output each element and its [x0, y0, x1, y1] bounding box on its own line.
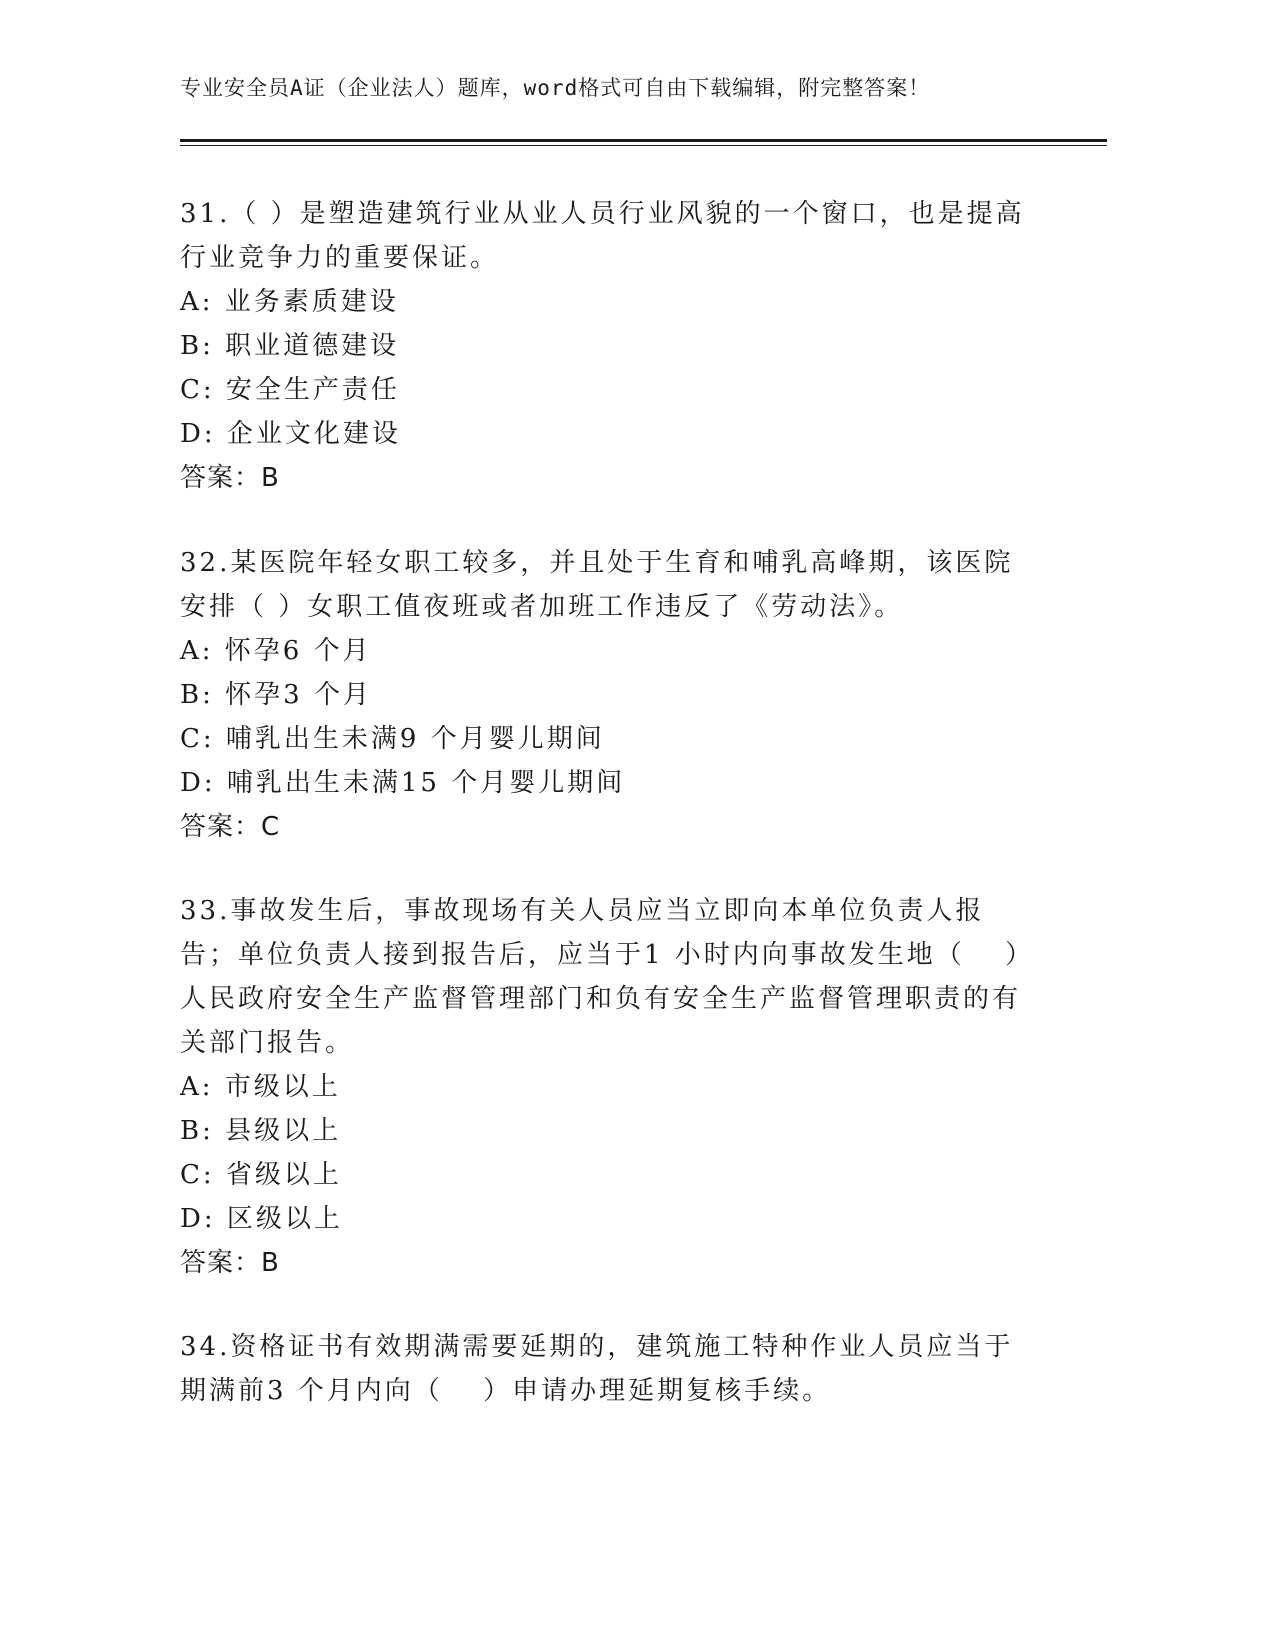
answer-line: 答案：B	[180, 463, 280, 493]
question-stem: 31.（ ）是塑造建筑行业从业人员行业风貌的一个窗口，也是提高行业竞争力的重要保证。	[180, 199, 1025, 273]
question-31	[180, 192, 1040, 500]
option-b: B: 县级以上	[180, 1116, 342, 1146]
option-a: A: 怀孕6 个月	[180, 636, 372, 666]
option-d: D: 区级以上	[180, 1204, 343, 1234]
answer-line: 答案：B	[180, 1248, 280, 1278]
question-stem: 34.资格证书有效期满需要延期的，建筑施工特种作业人员应当于期满前3 个月内向（ ）申请办理延期复核手续。	[180, 1332, 1014, 1406]
option-c: C: 安全生产责任	[180, 375, 400, 405]
option-c: C: 哺乳出生未满9 个月婴儿期间	[180, 724, 605, 754]
header-rule-thin	[180, 145, 1107, 146]
question-stem: 33.事故发生后，事故现场有关人员应当立即向本单位负责人报告；单位负责人接到报告后，应当于1 小时内向事故发生地（ ）人民政府安全生产监督管理部门和负有安全生产监督管理职责的有关部门报告。	[180, 896, 1035, 1058]
question-stem: 32.某医院年轻女职工较多，并且处于生育和哺乳高峰期，该医院安排（ ）女职工值夜班或者加班工作违反了《劳动法》。	[180, 548, 1014, 622]
option-a: A: 业务素质建设	[180, 287, 399, 317]
option-a: A: 市级以上	[180, 1072, 341, 1102]
question-34	[180, 1325, 1040, 1413]
option-b: B: 怀孕3 个月	[180, 680, 372, 710]
header-rule-thick	[180, 139, 1107, 142]
option-d: D: 哺乳出生未满15 个月婴儿期间	[180, 768, 626, 798]
option-d: D: 企业文化建设	[180, 419, 401, 449]
answer-line: 答案：C	[180, 812, 281, 842]
question-32	[180, 541, 1040, 849]
option-c: C: 省级以上	[180, 1160, 342, 1190]
document-header: 专业安全员A证（企业法人）题库，word格式可自由下载编辑，附完整答案！	[180, 76, 931, 100]
option-b: B: 职业道德建设	[180, 331, 400, 361]
question-33	[180, 889, 1040, 1285]
